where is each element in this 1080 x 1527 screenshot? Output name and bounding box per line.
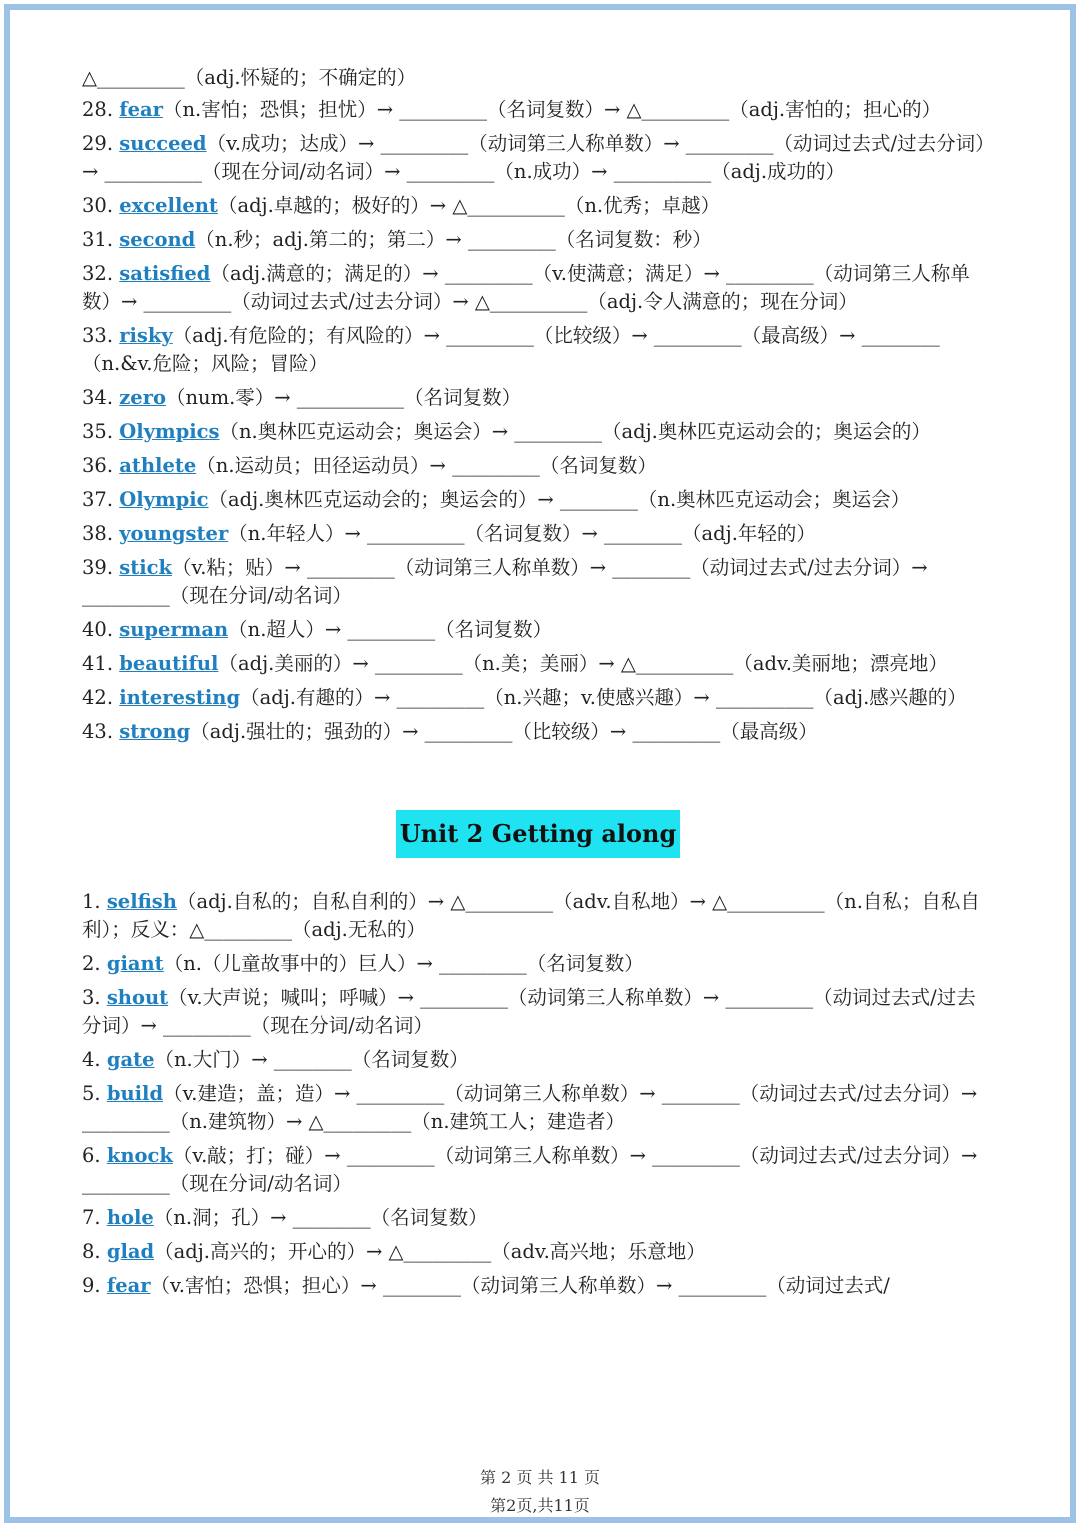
entry-text: （n.洞；孔）→ ________（名词复数） xyxy=(153,1206,488,1229)
vocab-entry xyxy=(82,130,994,186)
vocab-entry xyxy=(82,96,994,124)
entry-text: 42. xyxy=(82,686,120,709)
vocab-entry xyxy=(82,1142,994,1198)
entry-text: （v.建造；盖；造）→ _________（动词第三人称单数）→ ________（动词过去式/过去分词）→ _________（n.建筑物）→ △_________（n.建筑工人；建造者） xyxy=(82,1082,978,1133)
entry-text: 5. xyxy=(82,1082,107,1105)
unit-heading-wrap xyxy=(82,810,994,858)
keyword-link[interactable]: excellent xyxy=(119,194,218,217)
keyword-link[interactable]: interesting xyxy=(119,686,241,709)
entry-text: （adj.强壮的；强劲的）→ _________（比较级）→ _________（最高级） xyxy=(190,720,818,743)
keyword-link[interactable]: fear xyxy=(106,1274,151,1297)
entry-text: （n.秒；adj.第二的；第二）→ _________（名词复数：秒） xyxy=(195,228,712,251)
keyword-link[interactable]: gate xyxy=(106,1048,155,1071)
entry-text: （n.大门）→ ________（名词复数） xyxy=(154,1048,469,1071)
keyword-link[interactable]: Olympic xyxy=(119,488,209,511)
entry-text: （n.（儿童故事中的）巨人）→ _________（名词复数） xyxy=(163,952,644,975)
keyword-link[interactable]: build xyxy=(106,1082,164,1105)
entry-text: （n.害怕；恐惧；担忧）→ _________（名词复数）→ △_________（adj.害怕的；担心的） xyxy=(162,98,942,121)
vocab-entry xyxy=(82,64,994,92)
entry-text: （num.零）→ ___________（名词复数） xyxy=(165,386,522,409)
entry-text: （v.粘；贴）→ _________（动词第三人称单数）→ ________（动词过去式/过去分词）→ _________（现在分词/动名词） xyxy=(82,556,928,607)
vocab-entry xyxy=(82,384,994,412)
entry-text: 31. xyxy=(82,228,120,251)
entry-text: （adj.奥林匹克运动会的；奥运会的）→ ________（n.奥林匹克运动会；奥运会） xyxy=(208,488,911,511)
keyword-link[interactable]: satisfied xyxy=(119,262,211,285)
entry-text: （adj.卓越的；极好的）→ △__________（n.优秀；卓越） xyxy=(217,194,721,217)
keyword-link[interactable]: youngster xyxy=(119,522,229,545)
entry-text: 43. xyxy=(82,720,120,743)
entry-text: 38. xyxy=(82,522,120,545)
entry-text: 4. xyxy=(82,1048,107,1071)
vocab-entry xyxy=(82,192,994,220)
entry-text: 1. xyxy=(82,890,107,913)
keyword-link[interactable]: stick xyxy=(119,556,172,579)
unit2-vocab-list xyxy=(82,888,994,1300)
vocab-entry xyxy=(82,260,994,316)
entry-text: 33. xyxy=(82,324,120,347)
entry-text: （n.超人）→ _________（名词复数） xyxy=(228,618,553,641)
vocab-entry xyxy=(82,984,994,1040)
vocab-entry xyxy=(82,452,994,480)
vocab-entry xyxy=(82,1080,994,1136)
entry-text: 3. xyxy=(82,986,107,1009)
entry-text: （adj.美丽的）→ _________（n.美；美丽）→ △__________（adv.美丽地；漂亮地） xyxy=(218,652,948,675)
entry-text: 8. xyxy=(82,1240,107,1263)
keyword-link[interactable]: superman xyxy=(119,618,229,641)
entry-text: （n.奥林匹克运动会；奥运会）→ _________（adj.奥林匹克运动会的；奥运会的） xyxy=(219,420,931,443)
vocab-entry xyxy=(82,718,994,746)
vocab-entry xyxy=(82,684,994,712)
entry-text: 37. xyxy=(82,488,120,511)
vocab-entry xyxy=(82,554,994,610)
entry-text: 36. xyxy=(82,454,120,477)
entry-text: （n.运动员；田径运动员）→ _________（名词复数） xyxy=(196,454,657,477)
page-footer-cn: 第 2 页 共 11 页 xyxy=(480,1468,600,1487)
entry-text: （v.害怕；恐惧；担心）→ ________（动词第三人称单数）→ _________（动词过去式/ xyxy=(150,1274,890,1297)
keyword-link[interactable]: risky xyxy=(119,324,173,347)
keyword-link[interactable]: knock xyxy=(106,1144,173,1167)
entry-text: 34. xyxy=(82,386,120,409)
entry-text: 35. xyxy=(82,420,120,443)
vocab-entry xyxy=(82,888,994,944)
keyword-link[interactable]: giant xyxy=(106,952,164,975)
entry-text: （v.敲；打；碰）→ _________（动词第三人称单数）→ _________（动词过去式/过去分词）→ _________（现在分词/动名词） xyxy=(82,1144,978,1195)
vocab-entry xyxy=(82,486,994,514)
entry-text: 9. xyxy=(82,1274,107,1297)
keyword-link[interactable]: second xyxy=(119,228,196,251)
entry-text: （v.成功；达成）→ _________（动词第三人称单数）→ _________（动词过去式/过去分词）→ __________（现在分词/动名词）→ _________（n.成功）→ __________（adj.成功的） xyxy=(82,132,985,183)
keyword-link[interactable]: hole xyxy=(106,1206,154,1229)
entry-text: （adj.高兴的；开心的）→ △_________（adv.高兴地；乐意地） xyxy=(154,1240,706,1263)
entry-text: 28. xyxy=(82,98,120,121)
entry-text: 29. xyxy=(82,132,120,155)
entry-text: 7. xyxy=(82,1206,107,1229)
page-footer-short: 第2页,共11页 xyxy=(490,1496,590,1515)
entry-text: 32. xyxy=(82,262,120,285)
vocab-entry xyxy=(82,1046,994,1074)
entry-text: （adj.有危险的；有风险的）→ _________（比较级）→ _________（最高级）→ ________（n.&v.危险；风险；冒险） xyxy=(82,324,940,375)
keyword-link[interactable]: fear xyxy=(119,98,163,121)
entry-text: 30. xyxy=(82,194,120,217)
entry-text: （v.大声说；喊叫；呼喊）→ _________（动词第三人称单数）→ _________（动词过去式/过去分词）→ _________（现在分词/动名词） xyxy=(82,986,976,1037)
keyword-link[interactable]: strong xyxy=(119,720,191,743)
entry-text: 39. xyxy=(82,556,120,579)
keyword-link[interactable]: succeed xyxy=(119,132,207,155)
keyword-link[interactable]: shout xyxy=(106,986,169,1009)
keyword-link[interactable]: beautiful xyxy=(119,652,219,675)
vocab-entry xyxy=(82,950,994,978)
vocab-entry xyxy=(82,650,994,678)
vocab-entry xyxy=(82,1272,994,1300)
vocab-entry xyxy=(82,1238,994,1266)
keyword-link[interactable]: selfish xyxy=(106,890,177,913)
entry-text: 2. xyxy=(82,952,107,975)
entry-text: （n.年轻人）→ __________（名词复数）→ ________（adj.年轻的） xyxy=(228,522,816,545)
keyword-link[interactable]: athlete xyxy=(119,454,197,477)
entry-text: （adj.满意的；满足的）→ _________（v.使满意；满足）→ _________（动词第三人称单数）→ _________（动词过去式/过去分词）→ △__________（adj.令人满意的；现在分词） xyxy=(82,262,970,313)
vocab-entry xyxy=(82,418,994,446)
vocab-entry xyxy=(82,226,994,254)
keyword-link[interactable]: Olympics xyxy=(119,420,220,443)
entry-text: 40. xyxy=(82,618,120,641)
keyword-link[interactable]: zero xyxy=(119,386,166,409)
entry-text: 41. xyxy=(82,652,120,675)
entry-text: 6. xyxy=(82,1144,107,1167)
unit1-vocab-list xyxy=(82,64,994,746)
worksheet-content xyxy=(82,64,994,1306)
vocab-entry xyxy=(82,616,994,644)
entry-text: （adj.自私的；自私自利的）→ △_________（adv.自私地）→ △__________（n.自私；自私自利）；反义：△_________（adj.无私的） xyxy=(82,890,980,941)
entry-text: （adj.有趣的）→ _________（n.兴趣；v.使感兴趣）→ __________（adj.感兴趣的） xyxy=(240,686,967,709)
unit-title: Unit 2 Getting along xyxy=(396,810,681,858)
entry-text: △_________（adj.怀疑的；不确定的） xyxy=(82,66,417,89)
keyword-link[interactable]: glad xyxy=(106,1240,155,1263)
vocab-entry xyxy=(82,520,994,548)
vocab-entry xyxy=(82,322,994,378)
vocab-entry xyxy=(82,1204,994,1232)
